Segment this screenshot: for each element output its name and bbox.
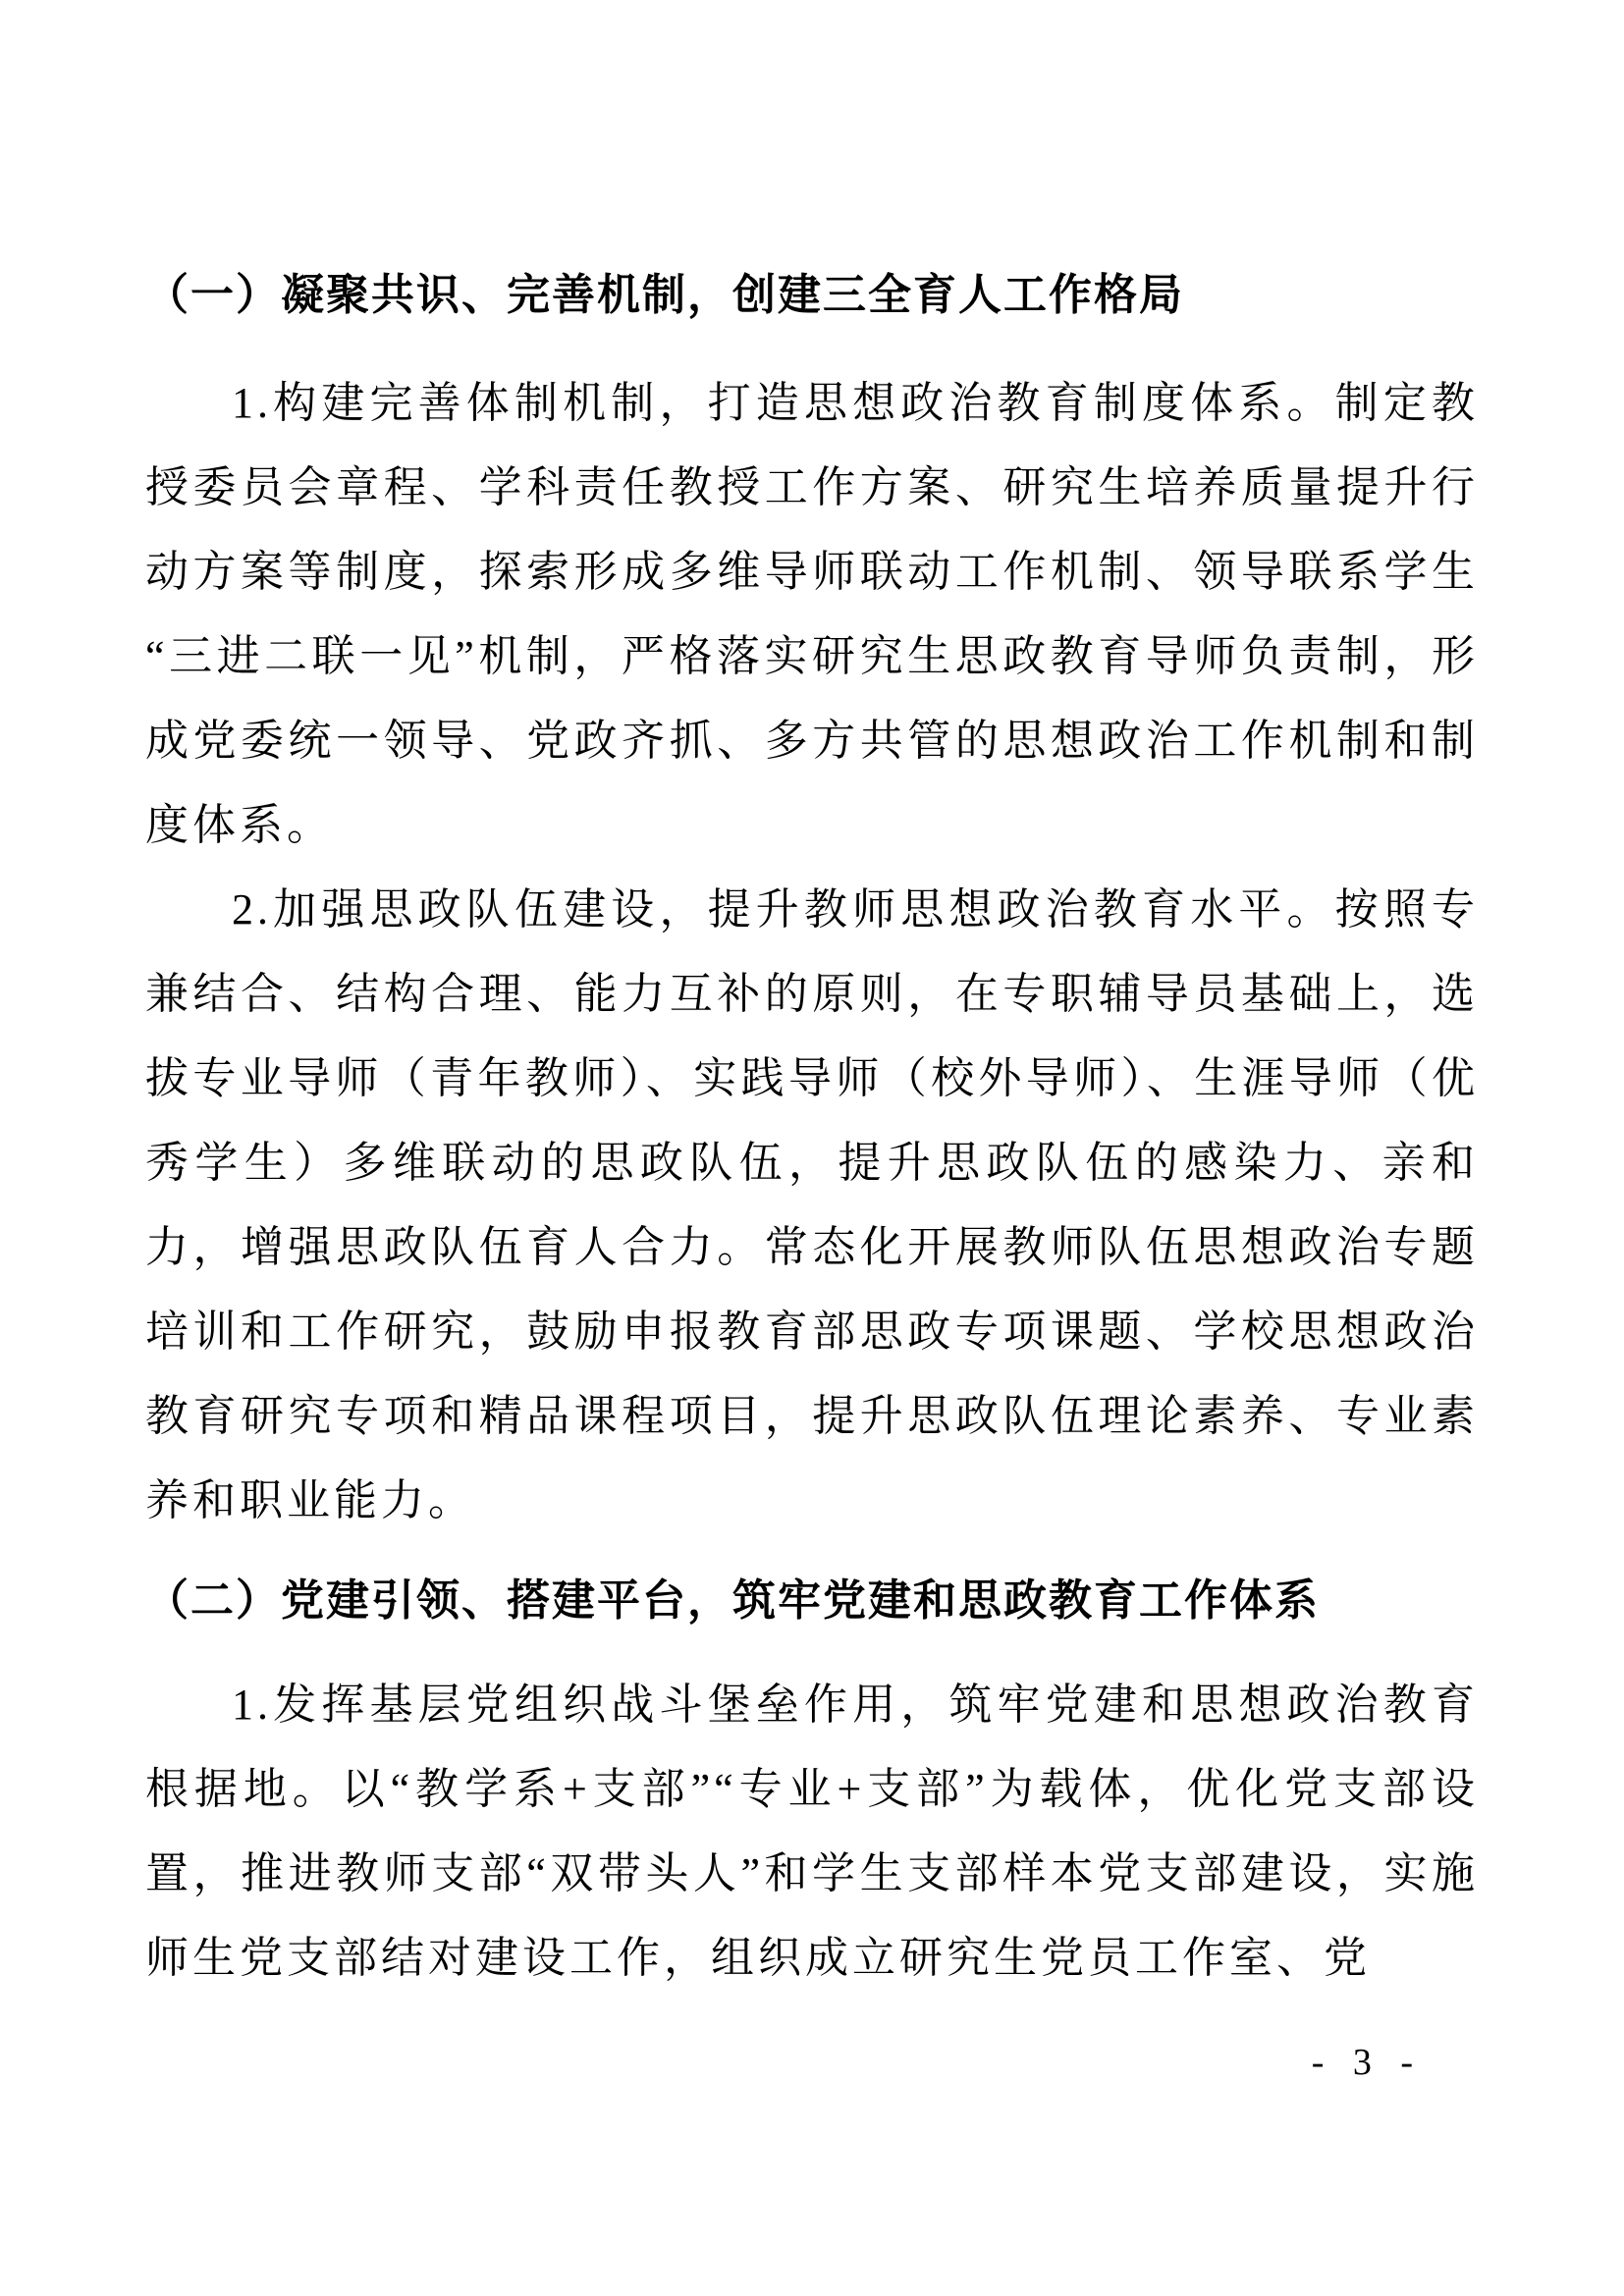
paragraph-1-2: 2.加强思政队伍建设，提升教师思想政治教育水平。按照专兼结合、结构合理、能力互补的原则，在专职辅导员基础上，选拔专业导师（青年教师）、实践导师（校外导师）、生涯导师（优秀学生）多维联动的思政队伍，提升思政队伍的感染力、亲和力，增强思政队伍育人合力。常态化开展教师队伍思想政治专题培训和工作研究，鼓励申报教育部思政专项课题、学校思想政治教育研究专项和精品课程项目，提升思政队伍理论素养、专业素养和职业能力。 xyxy=(145,885,1479,1524)
page-number: - 3 - xyxy=(1311,2042,1423,2083)
section-heading-2: （二）党建引领、搭建平台，筑牢党建和思政教育工作体系 xyxy=(145,1576,1320,1625)
document-content xyxy=(145,253,1479,2001)
section-heading-1: （一）凝聚共识、完善机制，创建三全育人工作格局 xyxy=(145,271,1184,319)
paragraph-1-1: 1.构建完善体制机制，打造思想政治教育制度体系。制定教授委员会章程、学科责任教授工作方案、研究生培养质量提升行动方案等制度，探索形成多维导师联动工作机制、领导联系学生“三进二联一见”机制，严格落实研究生思政教育导师负责制，形成党委统一领导、党政齐抓、多方共管的思想政治工作机制和制度体系。 xyxy=(145,379,1479,849)
paragraph-2-1: 1.发挥基层党组织战斗堡垒作用，筑牢党建和思想政治教育根据地。以“教学系+支部”“专业+支部”为载体，优化党支部设置，推进教师支部“双带头人”和学生支部样本党支部建设，实施师生党支部结对建设工作，组织成立研究生党员工作室、党 xyxy=(145,1681,1479,1982)
